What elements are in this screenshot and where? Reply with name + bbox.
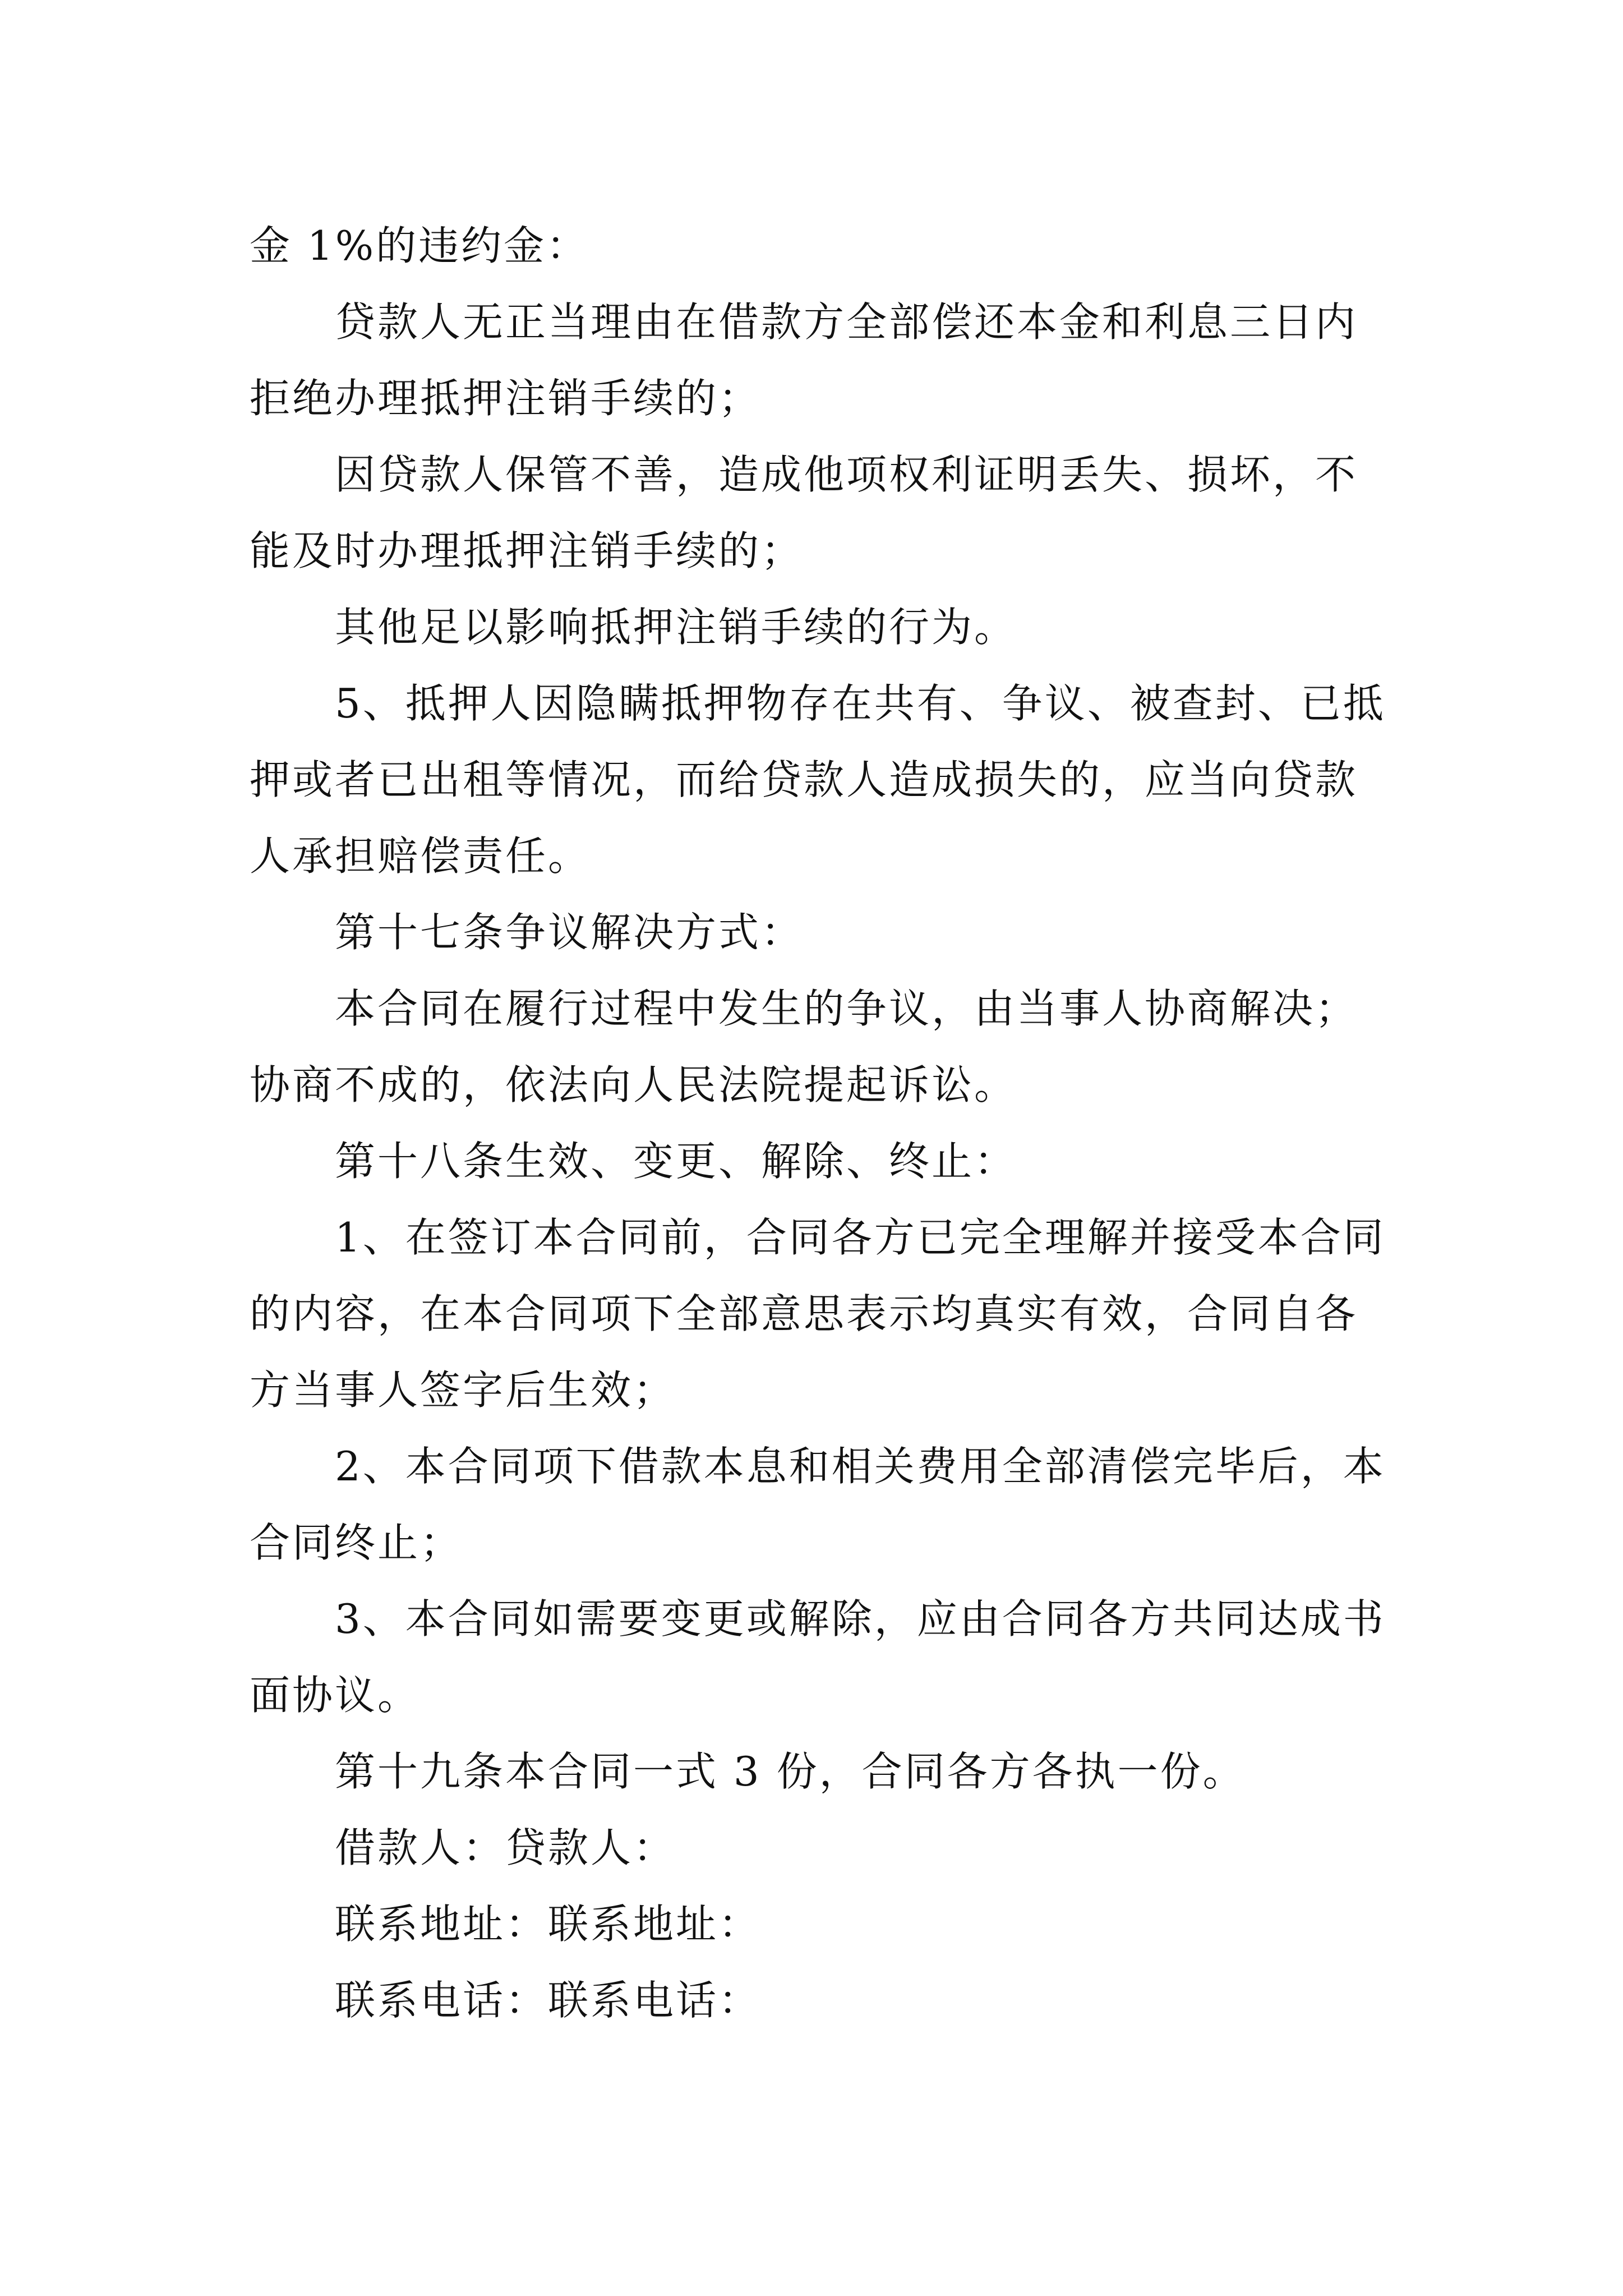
article-19-copies: 第十九条本合同一式 3 份，合同各方各执一份。 [335, 1748, 1246, 1795]
contact-address-line: 联系地址：联系地址： [335, 1901, 762, 1948]
article-17-heading: 第十七条争议解决方式： [335, 909, 804, 956]
article-18-heading: 第十八条生效、变更、解除、终止： [335, 1138, 1017, 1185]
paragraph-refuse-cancellation: 贷款人无正当理由在借款方全部偿还本金和利息三日内拒绝办理抵押注销手续的； [250, 298, 1358, 422]
paragraph-termination-2: 2、本合同项下借款本息和相关费用全部清偿完毕后，本合同终止； [250, 1443, 1386, 1566]
paragraph-dispute-resolution: 本合同在履行过程中发生的争议，由当事人协商解决；协商不成的，依法向人民法院提起诉讼。 [250, 985, 1358, 1108]
contact-phone-line: 联系电话：联系电话： [335, 1977, 762, 2024]
signature-borrower-lender: 借款人：贷款人： [335, 1824, 676, 1871]
paragraph-change-3: 3、本合同如需要变更或解除，应由合同各方共同达成书面协议。 [250, 1595, 1386, 1719]
paragraph-effectiveness-1: 1、在签订本合同前，合同各方已完全理解并接受本合同的内容，在本合同项下全部意思表示均真实有效，合同自各方当事人签字后生效； [250, 1214, 1386, 1414]
paragraph-lost-certificate: 因贷款人保管不善，造成他项权利证明丢失、损坏，不能及时办理抵押注销手续的； [250, 451, 1358, 574]
paragraph-other-behaviors: 其他足以影响抵押注销手续的行为。 [335, 604, 1017, 651]
document-body [250, 208, 1396, 2039]
paragraph-clause-5: 5、抵押人因隐瞒抵押物存在共有、争议、被查封、已抵押或者已出租等情况，而给贷款人造成损失的，应当向贷款人承担赔偿责任。 [250, 680, 1386, 880]
paragraph-penalty-continued: 金 1%的违约金： [250, 222, 589, 269]
